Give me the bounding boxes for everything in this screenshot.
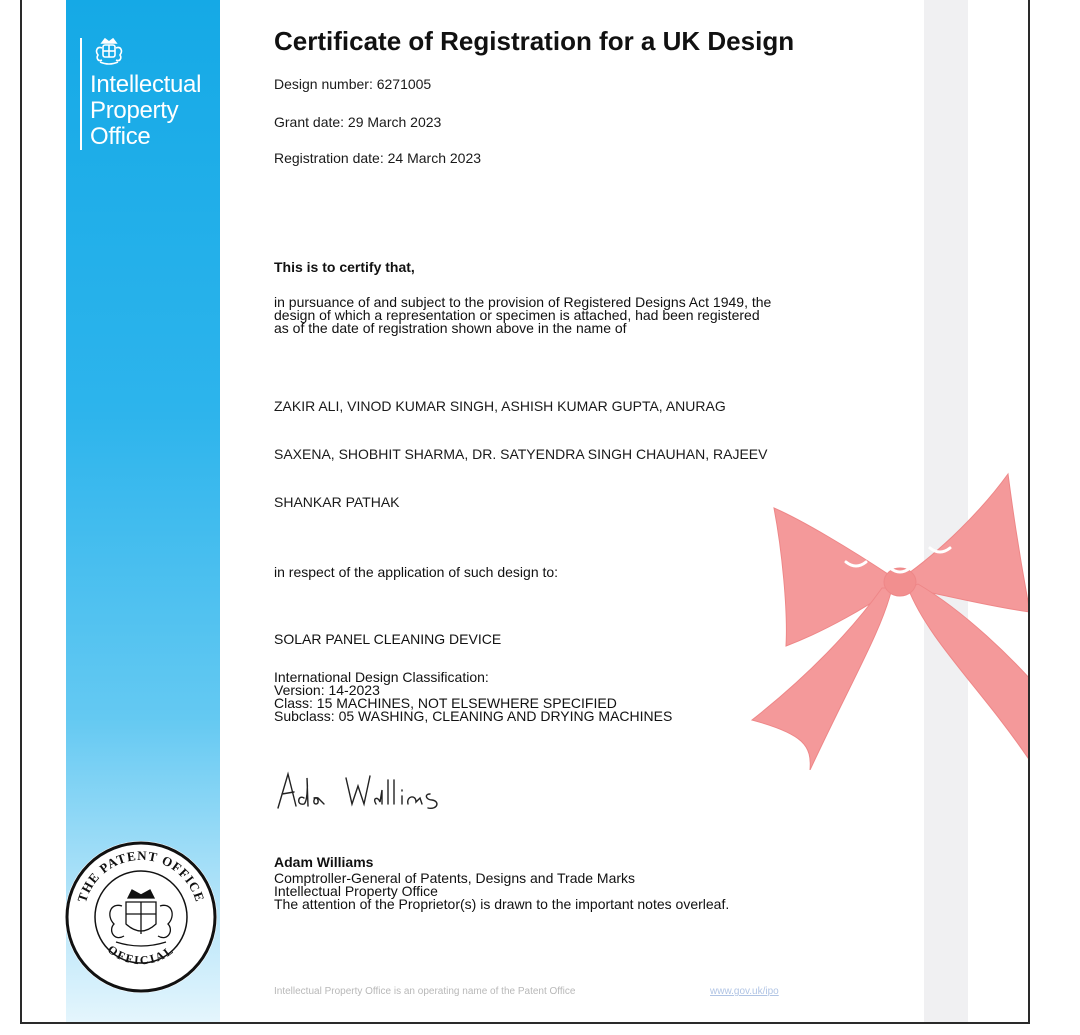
logo-line-1: Intellectual [90,71,202,98]
design-name: SOLAR PANEL CLEANING DEVICE [274,631,502,647]
ribbon-bow-sticker-icon [742,470,1030,770]
respect-line: in respect of the application of such design to: [274,564,559,580]
classification-line-2: Version: 14-2023 [274,682,380,698]
signatory-office: Intellectual Property Office [274,883,438,899]
certificate-body [274,26,914,912]
seal-bottom-text: OFFICIAL [104,942,178,968]
royal-crest-icon [92,38,126,66]
footer-note: Intellectual Property Office is an operating name of the Patent Office [274,986,576,997]
footer-link[interactable]: www.gov.uk/ipo [710,986,779,997]
grant-date: Grant date: 29 March 2023 [274,114,442,130]
design-number: Design number: 6271005 [274,76,432,92]
pursuance-line-1: in pursuance of and subject to the provision of Registered Designs Act 1949, the [274,294,772,310]
signatory-title: Comptroller-General of Patents, Designs and Trade Marks [274,870,636,886]
registration-date: Registration date: 24 March 2023 [274,150,482,166]
patent-office-seal-icon [62,838,220,996]
classification-line-1: International Design Classification: [274,669,489,685]
signature-image [274,768,464,816]
notes-overleaf: The attention of the Proprietor(s) is drawn to the important notes overleaf. [274,896,730,912]
certify-heading: This is to certify that, [274,259,415,275]
ipo-logo [80,38,201,150]
proprietor-names-line-2: SAXENA, SHOBHIT SHARMA, DR. SATYENDRA SINGH CHAUHAN, RAJEEV [274,446,768,462]
proprietor-names-line-3: SHANKAR PATHAK [274,494,400,510]
logo-line-2: Property [90,97,179,124]
proprietor-names-line-1: ZAKIR ALI, VINOD KUMAR SINGH, ASHISH KUMAR GUPTA, ANURAG [274,398,726,414]
classification-line-4: Subclass: 05 WASHING, CLEANING AND DRYING MACHINES [274,708,673,724]
signatory-name: Adam Williams [274,854,374,870]
certificate-title: Certificate of Registration for a UK Design [274,26,795,56]
pursuance-line-3: as of the date of registration shown above in the name of [274,320,627,336]
certificate-frame [20,0,1030,1024]
pursuance-line-2: design of which a representation or specimen is attached, had been registered [274,307,760,323]
classification-line-3: Class: 15 MACHINES, NOT ELSEWHERE SPECIFIED [274,695,617,711]
logo-line-3: Office [90,123,151,150]
seal-top-text: THE PATENT OFFICE [74,847,208,905]
